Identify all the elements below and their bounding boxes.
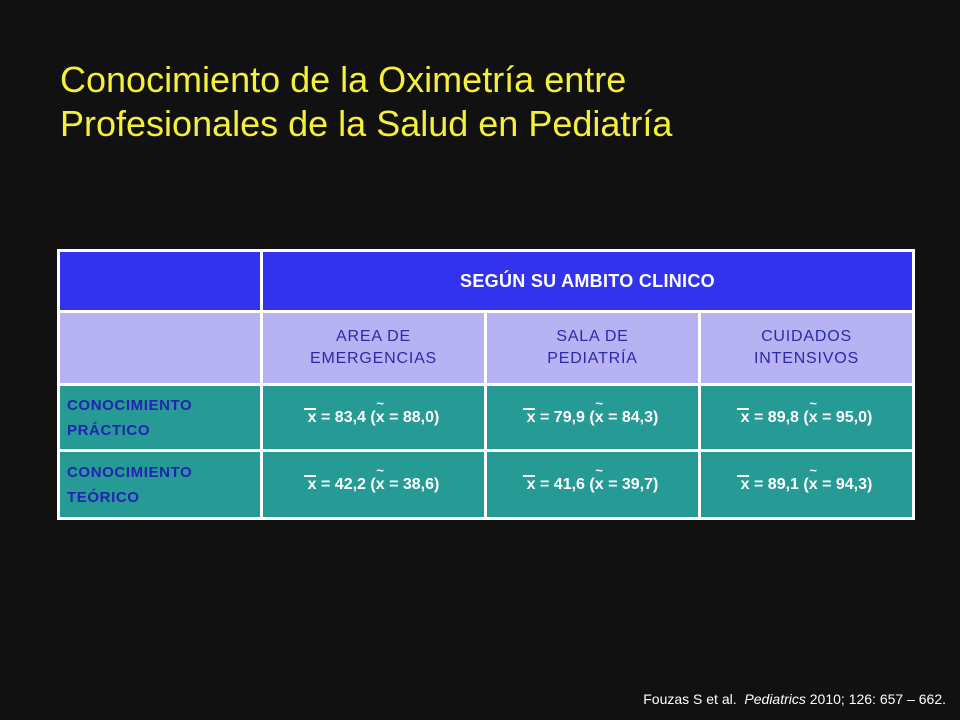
row-label-line: CONOCIMIENTO bbox=[67, 463, 193, 481]
title-line-1: Conocimiento de la Oximetría entre bbox=[60, 59, 627, 100]
row-label bbox=[59, 385, 262, 451]
column-header bbox=[700, 312, 914, 385]
median-symbol: ~ x bbox=[595, 476, 604, 494]
value-cell: x = 89,1 (~ x = 94,3) bbox=[700, 451, 914, 519]
column-header-line: AREA DE bbox=[336, 328, 411, 345]
value-cell: x = 83,4 (~ x = 88,0) bbox=[262, 385, 486, 451]
mean-symbol: x bbox=[526, 408, 536, 426]
mean-symbol: x bbox=[740, 475, 750, 493]
mean-symbol: x bbox=[307, 475, 317, 493]
mean-value: 89,1 bbox=[767, 475, 799, 493]
row-label-line: TEÓRICO bbox=[67, 488, 140, 506]
median-symbol: ~ x bbox=[809, 476, 818, 494]
median-symbol: ~ x bbox=[595, 409, 604, 427]
results-table bbox=[57, 249, 915, 520]
citation-journal: Pediatrics bbox=[744, 691, 806, 707]
table-row bbox=[59, 385, 914, 451]
corner-cell-sub bbox=[59, 312, 262, 385]
value-cell: x = 42,2 (~ x = 38,6) bbox=[262, 451, 486, 519]
column-header-line: PEDIATRÍA bbox=[547, 350, 638, 367]
column-header-line: SALA DE bbox=[556, 328, 629, 345]
column-header-line: EMERGENCIAS bbox=[309, 350, 438, 367]
mean-value: 89,8 bbox=[767, 408, 799, 426]
median-symbol: ~ x bbox=[809, 409, 818, 427]
column-header-line: CUIDADOS bbox=[761, 328, 852, 345]
median-value: 39,7 bbox=[621, 475, 653, 493]
title-line-2: Profesionales de la Salud en Pediatría bbox=[60, 103, 673, 144]
row-label-line: CONOCIMIENTO bbox=[67, 396, 193, 414]
median-value: 88,0 bbox=[402, 408, 434, 426]
median-value: 84,3 bbox=[621, 408, 653, 426]
median-symbol: ~ x bbox=[376, 409, 385, 427]
value-cell: x = 79,9 (~ x = 84,3) bbox=[486, 385, 700, 451]
table-row bbox=[59, 451, 914, 519]
citation-authors: Fouzas S et al. bbox=[643, 691, 737, 707]
citation bbox=[643, 691, 946, 707]
median-value: 95,0 bbox=[835, 408, 867, 426]
median-value: 38,6 bbox=[402, 475, 434, 493]
group-header: SEGÚN SU AMBITO CLINICO bbox=[262, 251, 914, 312]
row-label-line: PRÁCTICO bbox=[67, 421, 151, 439]
median-symbol: ~ x bbox=[376, 476, 385, 494]
column-header-line: INTENSIVOS bbox=[754, 350, 859, 367]
mean-symbol: x bbox=[526, 475, 536, 493]
column-header bbox=[486, 312, 700, 385]
median-value: 94,3 bbox=[835, 475, 867, 493]
mean-value: 41,6 bbox=[553, 475, 585, 493]
citation-details: 2010; 126: 657 – 662. bbox=[809, 691, 946, 707]
corner-cell bbox=[59, 251, 262, 312]
mean-value: 42,2 bbox=[334, 475, 366, 493]
column-header bbox=[262, 312, 486, 385]
mean-symbol: x bbox=[307, 408, 317, 426]
row-label bbox=[59, 451, 262, 519]
mean-symbol: x bbox=[740, 408, 750, 426]
mean-value: 83,4 bbox=[334, 408, 366, 426]
mean-value: 79,9 bbox=[553, 408, 585, 426]
value-cell: x = 89,8 (~ x = 95,0) bbox=[700, 385, 914, 451]
value-cell: x = 41,6 (~ x = 39,7) bbox=[486, 451, 700, 519]
slide-title bbox=[60, 58, 920, 146]
